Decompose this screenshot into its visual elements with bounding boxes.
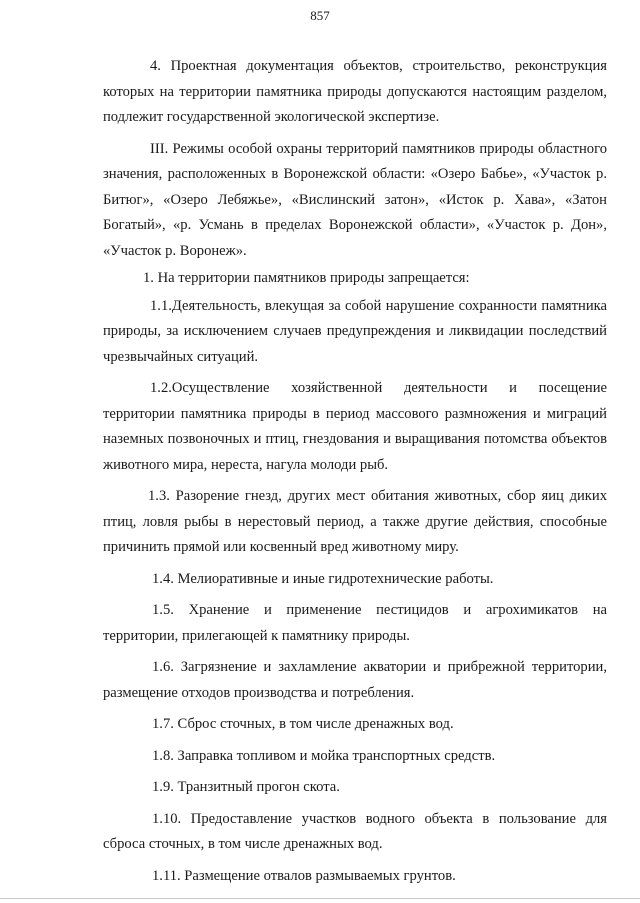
page-bottom-rule bbox=[0, 898, 640, 899]
paragraph-1-1: 1.1.Деятельность, влекущая за собой нарушение сохранности памятника природы, за исключением случаев предупреждения и ликвидации последствий чрезвычайных ситуаций. bbox=[103, 297, 607, 365]
paragraph-1-7: 1.7. Сброс сточных, в том числе дренажных вод. bbox=[152, 716, 454, 732]
paragraph-1-8: 1.8. Заправка топливом и мойка транспортных средств. bbox=[152, 747, 496, 764]
page-number: 857 bbox=[310, 8, 330, 23]
paragraph-1-6: 1.6. Загрязнение и захламление акватории и прибрежной территории, размещение отходов производства и потребления. bbox=[103, 659, 607, 701]
document-body bbox=[103, 54, 607, 889]
paragraph-project-documentation: 4. Проектная документация объектов, строительство, реконструкция которых на территории памятника природы допускаются настоящим разделом, подлежит государственной экологической экспертизе. bbox=[103, 58, 607, 125]
paragraph-1-11: 1.11. Размещение отвалов размываемых грунтов. bbox=[152, 867, 456, 884]
paragraph-1-9: 1.9. Транзитный прогон скота. bbox=[152, 779, 340, 795]
section-heading-iii: III. Режимы особой охраны территорий памятников природы областного значения, расположенных в Воронежской области: «Озеро Бабье», «Участок р. Битюг», «Озеро Лебяжье», «Вислинский затон», «Исток р. Хава», «Затон Богатый», «р. Усмань в пределах Воронежской области», «Участок р. Дон», «Участок р. Воронеж». bbox=[103, 140, 607, 259]
paragraph-1-3: 1.3. Разорение гнезд, других мест обитания животных, сбор яиц диких птиц, ловля рыбы в нерестовый период, а также другие действия, способные причинить прямой или косвенный вред животному миру. bbox=[103, 488, 607, 555]
paragraph-1-10: 1.10. Предоставление участков водного объекта в пользование для сброса сточных, в том числе дренажных вод. bbox=[103, 810, 607, 852]
paragraph-1-4: 1.4. Мелиоративные и иные гидротехнические работы. bbox=[152, 570, 494, 587]
paragraph-prohibitions-intro: 1. На территории памятников природы запрещается: bbox=[143, 270, 470, 286]
paragraph-1-2: 1.2.Осуществление хозяйственной деятельности и посещение территории памятника природы в период массового размножения и миграций наземных позвоночных и птиц, гнездования и выращивания потомства объектов животного мира, нереста, нагула молоди рыб. bbox=[103, 380, 607, 473]
paragraph-1-5: 1.5. Хранение и применение пестицидов и агрохимикатов на территории, прилегающей к памятнику природы. bbox=[103, 602, 607, 644]
